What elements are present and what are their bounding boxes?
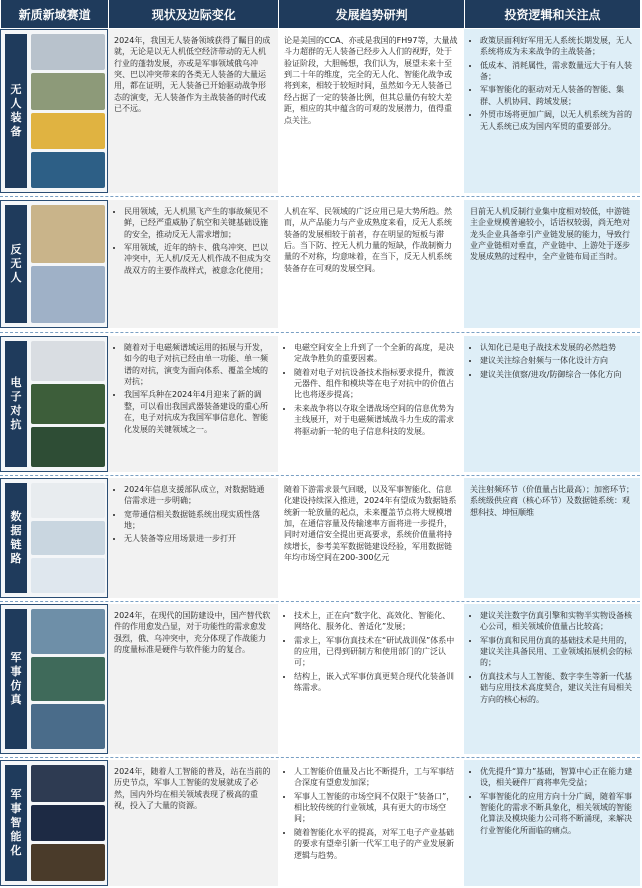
trend-item: • 随着智能化水平的提高，对军工电子产业基础的要求有望牵引新一代军工电子的产业发展新逻辑与趋势。 — [294, 827, 458, 861]
track-cell — [0, 336, 108, 472]
track-cell — [0, 604, 108, 754]
table-row — [0, 760, 640, 886]
trend-item: • 未来战争将以夺取全谱战场空间的信息优势为主线展开，对于电磁频谱域战斗力生成的需求将驱动新一轮的电子信息科技的发展。 — [294, 403, 458, 437]
invest-text: 目前无人机反制行业集中度相对较低，中游链主企业规模普遍较小，话语权较弱，尚无绝对龙头企业具备牵引产业链发展的能力，导致行业产业链相对垂直，产业链中、上游处于逐步发展成熟的过程中，全产业链布局正当时。 — [470, 207, 630, 262]
invest-cell — [464, 29, 640, 193]
header-track: 新质新域赛道 — [1, 0, 109, 28]
trend-item: • 电磁空间安全上升到了一个全新的高度，是决定战争胜负的重要因素。 — [294, 342, 458, 365]
status-text: 2024年，我国无人装备领域获得了瞩目的成就，无论是以无人机低空经济带动的无人机行业的蓬勃发展，亦或是军事领域俄乌冲突、巴以冲突带来的各类无人装备的大量运用，都在证明，无人装备已开始驱动战争形态的演变，无人装备作为主战装备的时代或已不远。 — [114, 36, 271, 114]
track-images — [31, 205, 105, 323]
status-item: • 军用领域，近年的纳卡、俄乌冲突、巴以冲突中，无人机/反无人机作战不但成为交战双方的主要作战样式，被意念化使用； — [124, 242, 272, 276]
track-cell — [0, 200, 108, 328]
invest-item: • 优先提升“算力”基础，智算中心正在能力建设，相关硬件厂商将率先受益； — [480, 766, 634, 789]
status-cell — [108, 478, 278, 598]
equipment-photo — [31, 805, 105, 842]
track-cell — [0, 478, 108, 598]
track-name: 数据链路 — [5, 483, 27, 593]
invest-item: • 外贸市场将更加广阔，以无人机系统为首的无人系统已成为国内军贸的重要部分。 — [480, 109, 634, 132]
invest-item: • 军事仿真和民用仿真的基础技术是共用的，建议关注具备民用、工业领域拓展机会的标的； — [480, 635, 634, 669]
invest-cell — [464, 604, 640, 754]
trend-cell — [278, 478, 464, 598]
trend-item: • 军事人工智能的市场空间不仅限于“装备口”，相比较传统的行业领域，具有更大的市场空间； — [294, 791, 458, 825]
equipment-photo — [31, 205, 105, 263]
trend-item: • 人工智能价值量及占比不断提升，工与军事结合深度有望愈发加深； — [294, 766, 458, 789]
status-cell — [108, 29, 278, 193]
track-cell — [0, 29, 108, 193]
header-invest: 投资逻辑和关注点 — [465, 0, 641, 28]
invest-item: • 仿真技术与人工智能、数字孪生等新一代基础与应用技术高度契合，建议关注有局相关方向的核心标的。 — [480, 671, 634, 705]
header-status: 现状及边际变化 — [109, 0, 279, 28]
row-divider — [0, 332, 640, 334]
invest-item: • 建议关注综合射频与一体化设计方向 — [480, 355, 634, 366]
table-row — [0, 478, 640, 598]
equipment-photo — [31, 609, 105, 654]
track-name: 军事仿真 — [5, 609, 27, 749]
row-divider — [0, 196, 640, 198]
track-images — [31, 483, 105, 593]
equipment-photo — [31, 113, 105, 149]
status-item: • 无人装备等应用场景进一步打开 — [124, 533, 272, 544]
invest-text: 关注射频环节（价值量占比最高）；加密环节；系统级供应商（核心环节）及数据链系统：观想科技、坤恒顺维 — [470, 485, 634, 517]
status-cell — [108, 200, 278, 328]
equipment-photo — [31, 73, 105, 109]
invest-cell — [464, 336, 640, 472]
row-divider — [0, 601, 640, 603]
trend-cell — [278, 760, 464, 886]
table-row — [0, 29, 640, 193]
table-row — [0, 200, 640, 328]
table-row — [0, 604, 640, 754]
invest-item: • 低成本、消耗属性，需求数量远大于有人装备； — [480, 60, 634, 83]
equipment-photo — [31, 384, 105, 424]
trend-cell — [278, 200, 464, 328]
equipment-photo — [31, 483, 105, 518]
track-name: 无人装备 — [5, 34, 27, 188]
status-item: • 随着对于电磁频谱域运用的拓展与开发，如今的电子对抗已经由单一功能、单一频谱的对抗，演变为面向体系、覆盖全域的对抗； — [124, 342, 272, 387]
invest-item: • 认知化已是电子战技术发展的必然趋势 — [480, 342, 634, 353]
row-divider — [0, 757, 640, 759]
trend-item: • 随着对电子对抗设备技术指标要求提升，微波元器件、组件和模块等在电子对抗中的价值占比也将逐步提高； — [294, 367, 458, 401]
status-item: • 2024年信息支援部队成立，对数据链通信需求进一步明确； — [124, 484, 272, 507]
investment-table — [1, 0, 641, 28]
invest-item: • 建议关注侦察/进攻/防御综合一体化方向 — [480, 369, 634, 380]
track-cell — [0, 760, 108, 886]
trend-cell — [278, 336, 464, 472]
equipment-photo — [31, 704, 105, 749]
invest-cell — [464, 760, 640, 886]
status-cell — [108, 604, 278, 754]
equipment-photo — [31, 152, 105, 188]
status-cell — [108, 336, 278, 472]
track-name: 电子对抗 — [5, 341, 27, 467]
invest-cell — [464, 478, 640, 598]
equipment-photo — [31, 427, 105, 467]
invest-item: • 建议关注数字仿真引擎和实物半实物设备核心公司，相关领域价值量占比较高； — [480, 610, 634, 633]
table-row — [0, 336, 640, 472]
trend-cell — [278, 604, 464, 754]
equipment-photo — [31, 844, 105, 881]
trend-text: 论是美国的CCA、亦或是我国的FH97等，大量战斗力超群的无人装备已经步入人们的视野，处于验证阶段，大胆畅想，我们认为，展望未来十至到二十年的维度，完全的无人化、智能化战争或将到来，相较于较短时间，虽然如今无人装备已经占据了一定的装备比例，但其总量仍有较大差距，相应的其中蕴含的可观的发展潜力，值得重点关注。 — [284, 36, 458, 125]
invest-cell — [464, 200, 640, 328]
equipment-photo — [31, 558, 105, 593]
row-divider — [0, 475, 640, 477]
status-cell — [108, 760, 278, 886]
equipment-photo — [31, 657, 105, 702]
track-images — [31, 341, 105, 467]
trend-cell — [278, 29, 464, 193]
track-images — [31, 609, 105, 749]
table-header — [1, 0, 641, 28]
trend-text: 人机在军、民领域的广泛应用已是大势所趋。然而，从产品能力与产业成熟度来看，反无人系统装备的发展相较于前者，存在明显的短板与滞后。当下防、控无人机力量的短缺，作战制衡力量的不对称，均意味着，在当下，反无人机系统装备存在可观的发展空间。 — [284, 207, 452, 273]
trend-text: 随着下游需求景气回暖，以及军事智能化、信息化建设持续深入推进，2024年有望成为数据链系统新一轮放量的起点，未来覆盖节点将大规模增加，在通信容量及传输速率方面将进一步提升，同时对通信安全提出更高要求，系统价值量将持续增长，参考美军数据链建设经验，军用数据链年均市场空间在200-300亿元 — [284, 485, 457, 563]
track-images — [31, 34, 105, 188]
track-name: 反无人 — [5, 205, 27, 323]
header-trend: 发展趋势研判 — [279, 0, 465, 28]
status-text: 2024年，随着人工智能的普及，站在当前的历史节点，军事人工智能的发展就成了必然，国内外均在相关领域表现了极高的重视，投入了大量的资源。 — [114, 767, 271, 811]
status-item: • 宽带通信相关数据链系统出现实质性落地； — [124, 509, 272, 532]
equipment-photo — [31, 765, 105, 802]
trend-item: • 需求上，军事仿真技术在“研试战训保”体系中的应用，已得到研制方和使用部门的广泛认可； — [294, 635, 458, 669]
equipment-photo — [31, 521, 105, 556]
track-images — [31, 765, 105, 881]
status-item: • 我国军兵种在2024年4月迎来了新的调整，可以看出我国武器装备建设的重心所在，电子对抗成为我国军事信息化、智能化发展的关键领域之一。 — [124, 389, 272, 434]
status-item: • 民用领域，无人机黑飞产生的事故频见不鲜，已经严重威胁了航空和关键基础设施的安全，推动反无人需求增加； — [124, 206, 272, 240]
track-name: 军事智能化 — [5, 765, 27, 881]
equipment-photo — [31, 34, 105, 70]
equipment-photo — [31, 266, 105, 324]
trend-item: • 结构上，嵌入式军事仿真更契合现代化装备训练需求。 — [294, 671, 458, 694]
invest-item: • 政策层面利好军用无人系统长期发展，无人系统将成为未来战争的主战装备； — [480, 35, 634, 58]
invest-item: • 军事智能化的驱动对无人装备的智能、集群、人机协同、跨域发展； — [480, 84, 634, 107]
invest-item: • 军事智能化的应用方向十分广阔，随着军事智能化的需求不断具象化，相关领域的智能化算法及模块能力公司将不断涌现，来解决行业智能化所面临的痛点。 — [480, 791, 634, 836]
equipment-photo — [31, 341, 105, 381]
status-text: 2024年，在现代的国防建设中，国产替代软件的作用愈发凸显，对于功能性的需求愈发强烈，俄、乌冲突中，充分体现了作战能力的度量标准是硬件与软件能力的复合。 — [114, 611, 271, 655]
trend-item: • 技术上，正在向“数字化、高效化、智能化、网络化、服务化、普适化”发展； — [294, 610, 458, 633]
